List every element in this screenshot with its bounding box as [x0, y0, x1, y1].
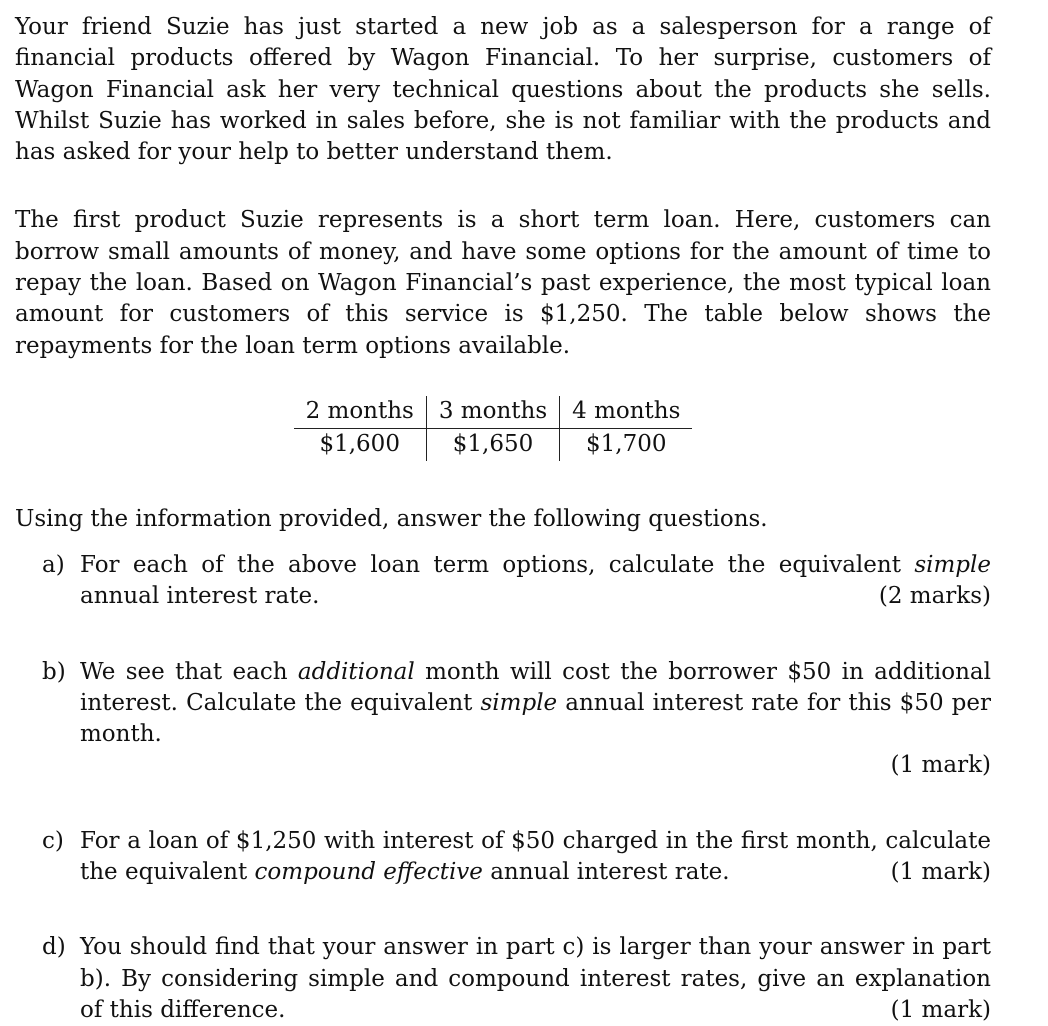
question-c: [42, 826, 991, 889]
question-letter: a): [42, 551, 65, 578]
question-body: [80, 550, 991, 613]
question-text: annual interest rate.: [80, 583, 320, 610]
question-body: [80, 826, 991, 889]
table-header-cell: 2 months: [294, 396, 427, 429]
intro-paragraph: Your friend Suzie has just started a new job as a salesperson for a range of financial products offered by Wagon Financial. To her surprise, customers of Wagon Financial ask her very technical questions about the products she sells. Whilst Suzie has worked in sales before, she is not familiar with the products and has asked for your help to better understand them.: [15, 14, 991, 166]
question-letter: b): [42, 658, 66, 685]
question-emphasis: compound effective: [254, 859, 483, 886]
table-header-row: [294, 396, 693, 429]
table-header-cell: 3 months: [426, 396, 559, 429]
question-emphasis: additional: [297, 658, 415, 685]
table-cell: $1,700: [560, 428, 693, 461]
question-text: annual interest rate.: [482, 859, 730, 886]
question-emphasis: simple: [480, 689, 558, 716]
question-body: [80, 932, 991, 1026]
loan-table-container: [5, 396, 981, 461]
question-emphasis: simple: [914, 551, 991, 578]
question-body: [80, 657, 991, 782]
question-d: [42, 932, 991, 1026]
product-paragraph: The first product Suzie represents is a short term loan. Here, customers can borrow small amounts of money, and have some options for the amount of time to repay the loan. Based on Wagon Financial’s past experience, the most typical loan amount for customers of this service is $1,250. The table below shows the repayments for the loan term options available.: [15, 207, 991, 359]
question-marks: (2 marks): [878, 583, 991, 610]
question-text: You should find that your answer in part c) is larger than your answer in part b). By considering simple and compound interest rates, give an explanation of this difference.: [80, 934, 991, 1023]
question-text: month will cost the borrower $50 in additional interest. Calculate the equivalent: [80, 658, 991, 716]
table-cell: $1,650: [426, 428, 559, 461]
instruction-text: Using the information provided, answer the following questions.: [15, 505, 768, 532]
question-b: [42, 657, 991, 782]
table-row: [294, 428, 693, 461]
document-page: [15, 12, 991, 1026]
question-marks: (1 mark): [890, 859, 991, 886]
table-header-cell: 4 months: [560, 396, 693, 429]
question-marks: (1 mark): [890, 752, 991, 779]
question-text: annual interest rate for this $50 per month.: [80, 689, 991, 748]
question-letter: c): [42, 827, 64, 854]
table-cell: $1,600: [319, 430, 400, 457]
question-letter: d): [42, 934, 66, 961]
question-marks: (1 mark): [890, 996, 991, 1023]
question-text: For each of the above loan term options, calculate the equivalent: [80, 551, 915, 578]
loan-repayment-table: [294, 396, 693, 461]
question-text: For a loan of $1,250 with interest of $50 charged in the first month, calculate the equivalent: [80, 827, 991, 886]
question-a: [42, 550, 991, 613]
question-text: We see that each: [80, 658, 298, 685]
